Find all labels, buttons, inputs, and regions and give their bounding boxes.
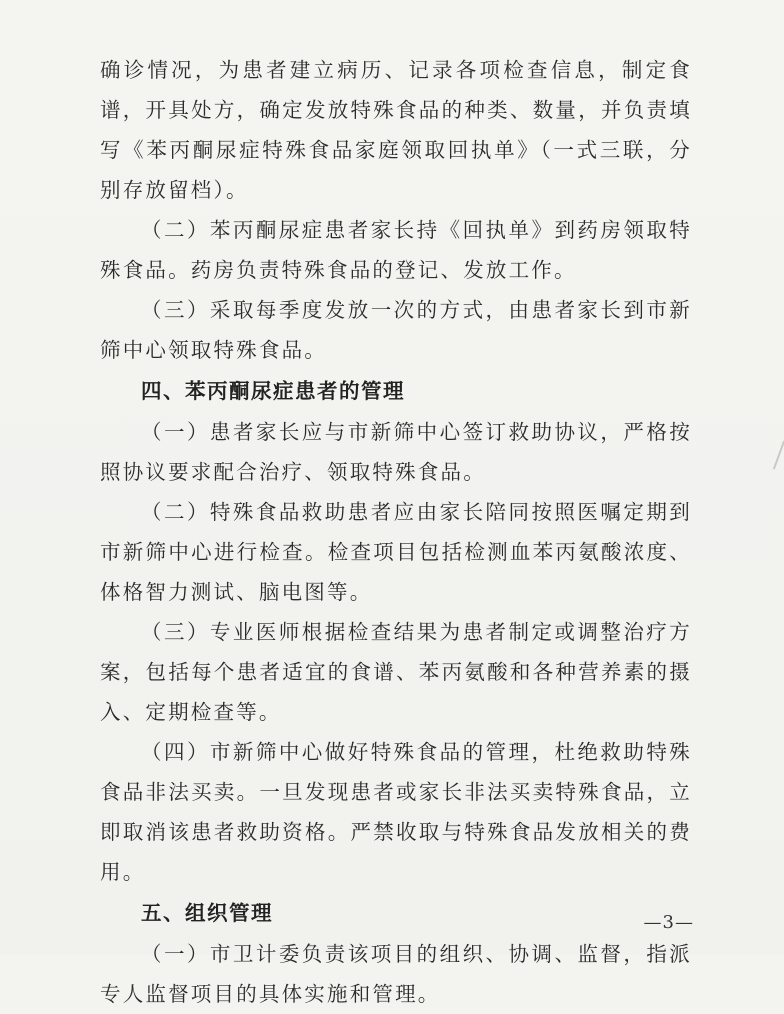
- paragraph-regular-checkup: （二）特殊食品救助患者应由家长陪同按照医嘱定期到市新筛中心进行检查。检查项目包括检测血苯丙氨酸浓度、体格智力测试、脑电图等。: [100, 500, 692, 604]
- paragraph-medicine-collection: （二）苯丙酮尿症患者家长持《回执单》到药房领取特殊食品。药房负责特殊食品的登记、发放工作。: [100, 218, 692, 282]
- paragraph-agreement: （一）患者家长应与市新筛中心签订救助协议，严格按照协议要求配合治疗、领取特殊食品。: [100, 420, 692, 484]
- paragraph-food-management: （四）市新筛中心做好特殊食品的管理，杜绝救助特殊食品非法买卖。一旦发现患者或家长非法买卖特殊食品，立即取消该患者救助资格。严禁收取与特殊食品发放相关的费用。: [100, 740, 692, 884]
- scan-edge-mark: [773, 441, 784, 470]
- paragraph-supervision: （一）市卫计委负责该项目的组织、协调、监督，指派专人监督项目的具体实施和管理。: [100, 942, 692, 1006]
- paragraph-treatment-plan: （三）专业医师根据检查结果为患者制定或调整治疗方案，包括每个患者适宜的食谱、苯丙氨酸和各种营养素的摄入、定期检查等。: [100, 620, 692, 724]
- page-number: —3—: [643, 912, 694, 933]
- section-heading-organization: 五、组织管理: [141, 901, 273, 925]
- paragraph-quarterly-distribution: （三）采取每季度发放一次的方式，由患者家长到市新筛中心领取特殊食品。: [100, 298, 692, 362]
- document-body: [100, 50, 692, 1014]
- paragraph-continuation: 确诊情况，为患者建立病历、记录各项检查信息，制定食谱，开具处方，确定发放特殊食品的种类、数量，并负责填写《苯丙酮尿症特殊食品家庭领取回执单》（一式三联，分别存放留档）。: [100, 58, 692, 202]
- section-heading-patient-management: 四、苯丙酮尿症患者的管理: [141, 379, 405, 403]
